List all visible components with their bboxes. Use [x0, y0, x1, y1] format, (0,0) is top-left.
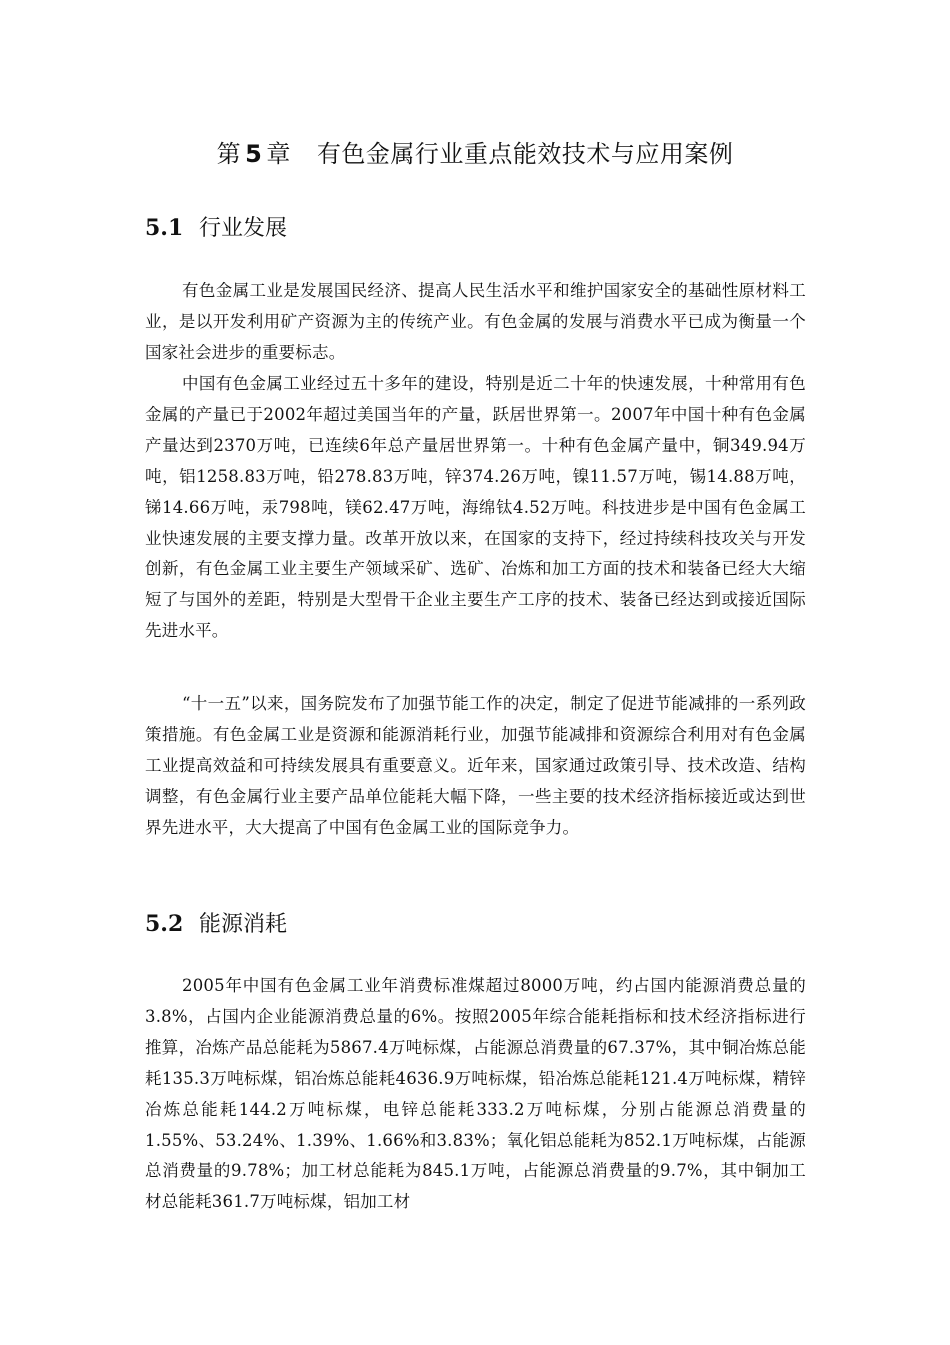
chapter-title	[0, 138, 950, 170]
section-title: 能源消耗	[199, 912, 288, 937]
chapter-title-text: 有色金属行业重点能效技术与应用案例	[316, 140, 734, 168]
paragraph: 有色金属工业是发展国民经济、提高人民生活水平和维护国家安全的基础性原材料工业，是以开发利用矿产资源为主的传统产业。有色金属的发展与消费水平已成为衡量一个国家社会进步的重要标志。	[145, 281, 806, 362]
paragraph: 2005年中国有色金属工业年消费标准煤超过8000万吨，约占国内能源消费总量的3.8%，占国内企业能源消费总量的6%。按照2005年综合能耗指标和技术经济指标进行推算，冶炼产品总能耗为5867.4万吨标煤，占能源总消费量的67.37%，其中铜冶炼总能耗135.3万吨标煤，铝冶炼总能耗4636.9万吨标煤，铅冶炼总能耗121.4万吨标煤，精锌冶炼总能耗144.2万吨标煤，电锌总能耗333.2万吨标煤，分别占能源总消费量的1.55%、53.24%、1.39%、1.66%和3.83%；氧化铝总能耗为852.1万吨标煤，占能源总消费量的9.78%；加工材总能耗为845.1万吨，占能源总消费量的9.7%，其中铜加工材总能耗361.7万吨标煤，铝加工材	[145, 976, 806, 1212]
chapter-number: 5	[245, 140, 263, 168]
section-heading-5-2	[145, 909, 287, 940]
section-number: 5.1	[145, 215, 184, 241]
paragraph: “十一五”以来，国务院发布了加强节能工作的决定，制定了促进节能减排的一系列政策措施。有色金属工业是资源和能源消耗行业，加强节能减排和资源综合利用对有色金属工业提高效益和可持续发展具有重要意义。近年来，国家通过政策引导、技术改造、结构调整，有色金属行业主要产品单位能耗大幅下降，一些主要的技术经济指标接近或达到世界先进水平，大大提高了中国有色金属工业的国际竞争力。	[145, 694, 806, 837]
chapter-suffix: 章	[266, 140, 291, 168]
section-title: 行业发展	[199, 216, 288, 241]
section-heading-5-1	[145, 213, 287, 244]
section-number: 5.2	[145, 911, 184, 937]
paragraph: 中国有色金属工业经过五十多年的建设，特别是近二十年的快速发展，十种常用有色金属的产量已于2002年超过美国当年的产量，跃居世界第一。2007年中国十种有色金属产量达到2370万吨，已连续6年总产量居世界第一。十种有色金属产量中，铜349.94万吨，铝1258.83万吨，铅278.83万吨，锌374.26万吨，镍11.57万吨，锡14.88万吨，锑14.66万吨，汞798吨，镁62.47万吨，海绵钛4.52万吨。科技进步是中国有色金属工业快速发展的主要支撑力量。改革开放以来，在国家的支持下，经过持续科技攻关与开发创新，有色金属工业主要生产领域采矿、选矿、冶炼和加工方面的技术和装备已经大大缩短了与国外的差距，特别是大型骨干企业主要生产工序的技术、装备已经达到或接近国际先进水平。	[145, 374, 806, 641]
chapter-prefix: 第	[216, 140, 242, 168]
